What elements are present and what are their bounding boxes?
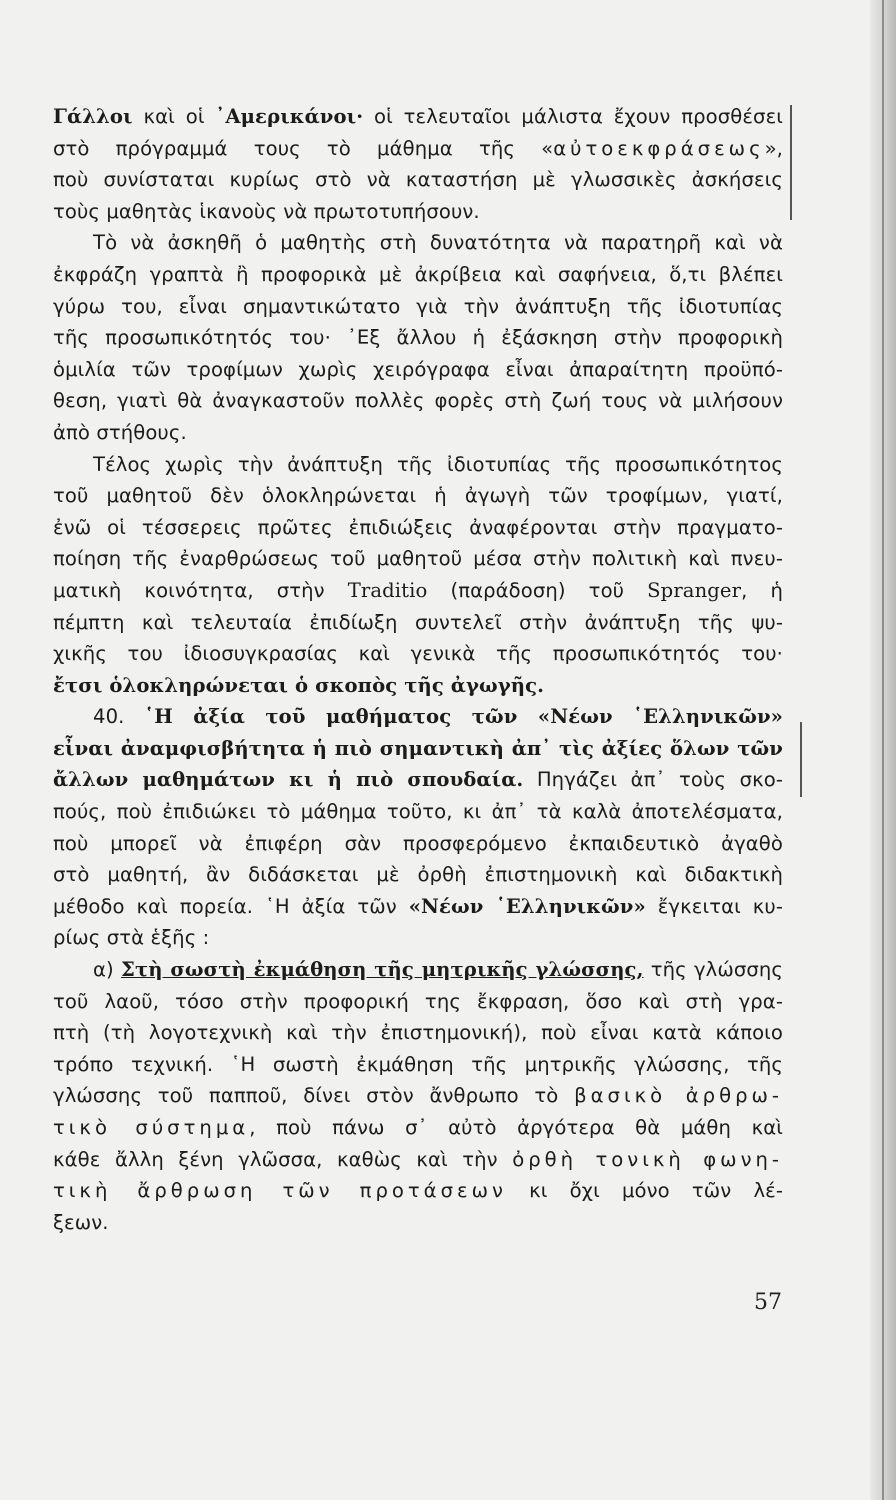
p2-line-6: θεση, γιατὶ θὰ ἀναγκαστοῦν πολλὲς φορὲς στὴ ζωή τους νὰ μιλήσουν (53, 389, 783, 413)
paragraph-3 (53, 449, 783, 702)
p2-line-1 (53, 227, 783, 259)
text-span: », (764, 136, 783, 160)
bold-heading: Στὴ σωστὴ ἐκμάθηση τῆς μητρικῆς γλώσσης, (120, 958, 644, 982)
p1-line-1 (53, 101, 783, 133)
bold-term-nea-ellinika: «Νέων ῾Ελληνικῶν» (408, 894, 646, 918)
p1-line-2 (53, 133, 783, 165)
p2-line-7: ἀπὸ στήθους. (53, 420, 187, 444)
spaced-term: βασικὸ ἀρθρω- (574, 1084, 783, 1108)
text-span: κι ὄχι μόνο τῶν λέ- (506, 1179, 783, 1203)
paragraph-5 (53, 954, 783, 1238)
text-span: Τὸ νὰ ἀσκηθῆ ὁ μαθητὴς στὴ δυνατότητα νὰ παρατηρῆ καὶ νὰ (93, 231, 783, 255)
p4-line-6: στὸ μαθητή, ἂν διδάσκεται μὲ ὀρθὴ ἐπιστημονικὴ καὶ διδακτικὴ (53, 863, 783, 887)
p4-line-7 (53, 891, 783, 923)
text-span: ματικὴ κοινότητα, στὴν (53, 578, 348, 602)
p5-line-3: πτὴ (τὴ λογοτεχνικὴ καὶ τὴν ἐπιστημονική), ποὺ εἶναι κατὰ κάποιο (53, 1021, 783, 1045)
p2-line-4: τῆς προσωπικότητός του· ᾿Εξ ἄλλου ἡ ἐξάσκηση στὴν προφορικὴ (53, 326, 783, 350)
p4-line-5: ποὺ μπορεῖ νὰ ἐπιφέρη σὰν προσφερόμενο ἐκπαιδευτικὸ ἀγαθὸ (53, 831, 783, 855)
p2-line-3: γύρω του, εἶναι σημαντικώτατο γιὰ τὴν ἀνάπτυξη τῆς ἰδιοτυπίας (53, 294, 783, 318)
bold-heading: ῾Η ἀξία τοῦ μαθήματος τῶν «Νέων ῾Ελληνικῶν» (144, 705, 783, 729)
page-edge-line (882, 0, 884, 1500)
page-number: 57 (754, 1290, 782, 1315)
p2-line-2: ἐκφράζη γραπτὰ ἢ προφορικὰ μὲ ἀκρίβεια καὶ σαφήνεια, ὅ,τι βλέπει (53, 262, 783, 286)
list-marker: α) (93, 958, 121, 982)
text-span: οἱ τελευταῖοι μάλιστα ἔχουν προσθέσει (363, 105, 783, 128)
p3-line-7: χικῆς του ἰδιοσυγκρασίας καὶ γενικὰ τῆς προσωπικότητός του· (53, 642, 783, 666)
text-span: στὸ πρόγραμμά τους τὸ μάθημα τῆς « (53, 136, 554, 160)
bold-heading: ἄλλων μαθημάτων κι ἡ πιὸ σπουδαία. (53, 768, 524, 792)
text-span: τῆς γλώσσης (643, 958, 784, 982)
page-text (53, 101, 783, 1238)
text-span: καὶ οἱ (132, 105, 216, 128)
spaced-term: ὀρθὴ τονικὴ φωνη- (512, 1147, 784, 1171)
text-span: Τέλος χωρὶς τὴν ἀνάπτυξη τῆς ἰδιοτυπίας τῆς προσωπικότητος (93, 452, 783, 476)
text-span: μέθοδο καὶ πορεία. ῾Η ἀξία τῶν (53, 894, 409, 918)
p5-line-7 (53, 1144, 783, 1176)
p4-line-8: ρίως στὰ ἑξῆς : (53, 926, 210, 950)
section-number: 40. (93, 705, 145, 729)
p5-line-6 (53, 1112, 783, 1144)
bold-term-amerikanoi: ᾿Αμερικάνοι· (215, 105, 364, 128)
p4-line-2: εἶναι ἀναμφισβήτητα ἡ πιὸ σημαντικὴ ἀπ᾿ τὶς ἀξίες ὅλων τῶν (53, 736, 783, 760)
p5-line-1 (53, 954, 783, 986)
p3-line-6: πέμπτη καὶ τελευταία ἐπιδίωξη συντελεῖ στὴν ἀνάπτυξη τῆς ψυ- (53, 610, 783, 634)
p4-line-1 (53, 701, 783, 733)
p4-line-3 (53, 764, 783, 796)
spaced-term: αὐτοεκφράσεως (553, 136, 765, 160)
text-span: (παράδοση) τοῦ (427, 578, 648, 602)
p1-line-4: τοὺς μαθητὰς ἱκανοὺς νὰ πρωτοτυπήσουν. (53, 199, 480, 223)
p5-line-5 (53, 1080, 783, 1112)
paragraph-2 (53, 227, 783, 448)
p3-line-2: τοῦ μαθητοῦ δὲν ὁλοκληρώνεται ἡ ἀγωγὴ τῶν τροφίμων, γιατί, (53, 484, 783, 508)
latin-term-spranger: Spranger (647, 578, 742, 602)
p3-line-5 (53, 575, 783, 607)
margin-mark-middle (800, 722, 802, 797)
p5-line-2: τοῦ λαοῦ, τόσο στὴν προφορική της ἔκφραση, ὅσο καὶ στὴ γρα- (53, 989, 783, 1013)
text-span: Πηγάζει ἀπ᾿ τοὺς σκο- (523, 768, 783, 792)
text-span: , ἡ (741, 578, 783, 602)
spaced-term: τικὴ ἄρθρωση τῶν προτάσεων (53, 1179, 507, 1203)
p1-line-3: ποὺ συνίσταται κυρίως στὸ νὰ καταστήση μὲ γλωσσικὲς ἀσκήσεις (53, 168, 783, 192)
text-span: , ποὺ πάνω σ᾿ αὐτὸ ἀργότερα θὰ μάθη καὶ (249, 1116, 783, 1139)
p3-line-3: ἐνῶ οἱ τέσσερεις πρῶτες ἐπιδιώξεις ἀναφέρονται στὴν πραγματο- (53, 515, 783, 539)
paragraph-4 (53, 701, 783, 954)
p5-line-8 (53, 1175, 783, 1207)
text-span: κάθε ἄλλη ξένη γλῶσσα, καθὼς καὶ τὴν (53, 1147, 513, 1171)
p5-line-4: τρόπο τεχνική. ῾Η σωστὴ ἐκμάθηση τῆς μητρικῆς γλώσσης, τῆς (53, 1052, 783, 1076)
paragraph-1 (53, 101, 783, 227)
text-span: γλώσσης τοῦ παπποῦ, δίνει στὸν ἄνθρωπο τὸ (53, 1084, 575, 1108)
text-span: ἔγκειται κυ- (645, 894, 783, 918)
p4-line-4: πούς, ποὺ ἐπιδιώκει τὸ μάθημα τοῦτο, κι ἀπ᾿ τὰ καλὰ ἀποτελέσματα, (53, 800, 783, 824)
latin-term-traditio: Traditio (347, 578, 428, 602)
p5-line-9: ξεων. (53, 1210, 109, 1234)
p2-line-5: ὁμιλία τῶν τροφίμων χωρὶς χειρόγραφα εἶναι ἀπαραίτητη προϋπό- (53, 357, 783, 381)
p3-line-1 (53, 449, 783, 481)
spaced-term: τικὸ σύστημα (53, 1116, 250, 1139)
bold-term-galloi: Γάλλοι (53, 105, 133, 128)
margin-mark-top (790, 105, 792, 220)
p3-line-4: ποίηση τῆς ἐναρθρώσεως τοῦ μαθητοῦ μέσα στὴν πολιτικὴ καὶ πνευ- (53, 547, 783, 571)
p3-line-8: ἔτσι ὁλοκληρώνεται ὁ σκοπὸς τῆς ἀγωγῆς. (53, 673, 545, 697)
